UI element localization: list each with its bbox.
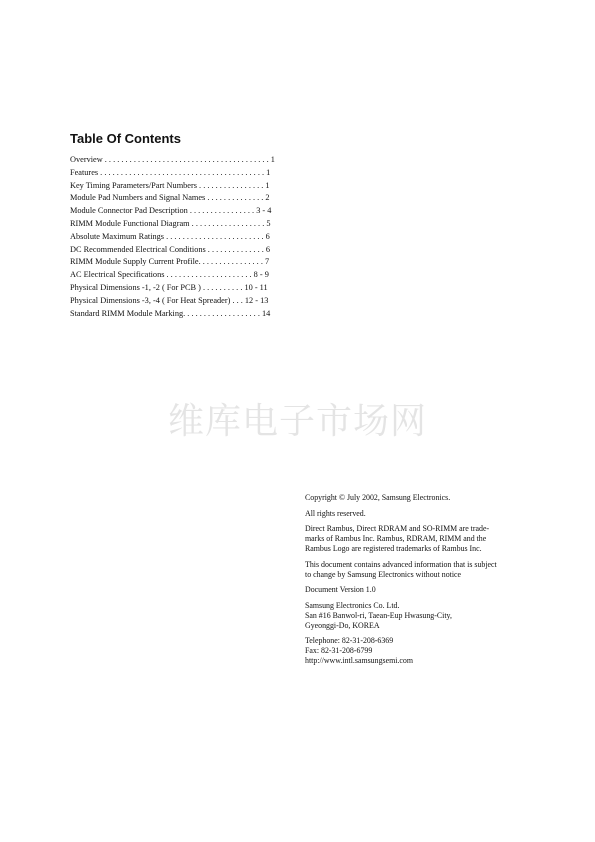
toc-entry-overview[interactable]: Overview . . . . . . . . . . . . . . . . . . . . . . . . . . . . . . . . . . . . . . . . 1 (70, 155, 275, 164)
table-of-contents-list (70, 154, 292, 320)
toc-entry-physical-dimensions-heat-spreader[interactable]: Physical Dimensions -3, -4 ( For Heat Spreader) . . . 12 - 13 (70, 295, 269, 305)
trademark-line: Direct Rambus, Direct RDRAM and SO-RIMM are trade- (305, 524, 490, 533)
trademark-line: Rambus Logo are registered trademarks of Rambus Inc. (305, 544, 482, 553)
toc-entry-physical-dimensions-pcb[interactable]: Physical Dimensions -1, -2 ( For PCB ) . . . . . . . . . . 10 - 11 (70, 282, 268, 292)
address-line: San #16 Banwol-ri, Taean-Eup Hwasung-City, (305, 610, 452, 620)
address-line: Samsung Electronics Co. Ltd. (305, 600, 400, 610)
rights-notice: All rights reserved. (305, 508, 366, 518)
toc-entry-dc-electrical-conditions[interactable]: DC Recommended Electrical Conditions . . . . . . . . . . . . . . 6 (70, 244, 271, 254)
telephone: Telephone: 82-31-208-6369 (305, 636, 394, 645)
contact-info (305, 636, 545, 666)
fax: Fax: 82-31-208-6799 (305, 646, 373, 655)
address-line: Gyeonggi-Do, KOREA (305, 620, 380, 630)
trademark-line: marks of Rambus Inc. Rambus, RDRAM, RIMM and the (305, 534, 487, 543)
website-link[interactable]: http://www.intl.samsungsemi.com (305, 656, 413, 665)
trademark-notice (305, 524, 545, 554)
toc-entry-features[interactable]: Features . . . . . . . . . . . . . . . . . . . . . . . . . . . . . . . . . . . . . . . . 1 (70, 167, 271, 177)
copyright-notice: Copyright © July 2002, Samsung Electronics. (305, 493, 451, 502)
toc-entry-module-pad-numbers[interactable]: Module Pad Numbers and Signal Names . . . . . . . . . . . . . . 2 (70, 193, 270, 203)
table-of-contents-title: Table Of Contents (70, 131, 181, 146)
toc-entry-supply-current-profile[interactable]: RIMM Module Supply Current Profile. . . . . . . . . . . . . . . . 7 (70, 257, 270, 267)
toc-entry-functional-diagram[interactable]: RIMM Module Functional Diagram . . . . . . . . . . . . . . . . . . 5 (70, 218, 271, 228)
toc-entry-connector-pad-description[interactable]: Module Connector Pad Description . . . . . . . . . . . . . . . . 3 - 4 (70, 206, 272, 216)
toc-entry-key-timing-parameters[interactable]: Key Timing Parameters/Part Numbers . . . . . . . . . . . . . . . . 1 (70, 180, 270, 190)
toc-entry-ac-electrical-specifications[interactable]: AC Electrical Specifications . . . . . . . . . . . . . . . . . . . . . 8 - 9 (70, 270, 269, 280)
document-info-block (305, 493, 545, 672)
notice-line: to change by Samsung Electronics without notice (305, 569, 462, 579)
document-version: Document Version 1.0 (305, 585, 376, 594)
company-address (305, 601, 545, 631)
toc-entry-module-marking[interactable]: Standard RIMM Module Marking. . . . . . . . . . . . . . . . . . . 14 (70, 308, 271, 318)
change-notice (305, 560, 545, 580)
toc-entry-absolute-maximum-ratings[interactable]: Absolute Maximum Ratings . . . . . . . . . . . . . . . . . . . . . . . . 6 (70, 231, 270, 241)
watermark-text: 维库电子市场网 (167, 401, 427, 442)
notice-line: This document contains advanced information that is subject (305, 559, 497, 569)
